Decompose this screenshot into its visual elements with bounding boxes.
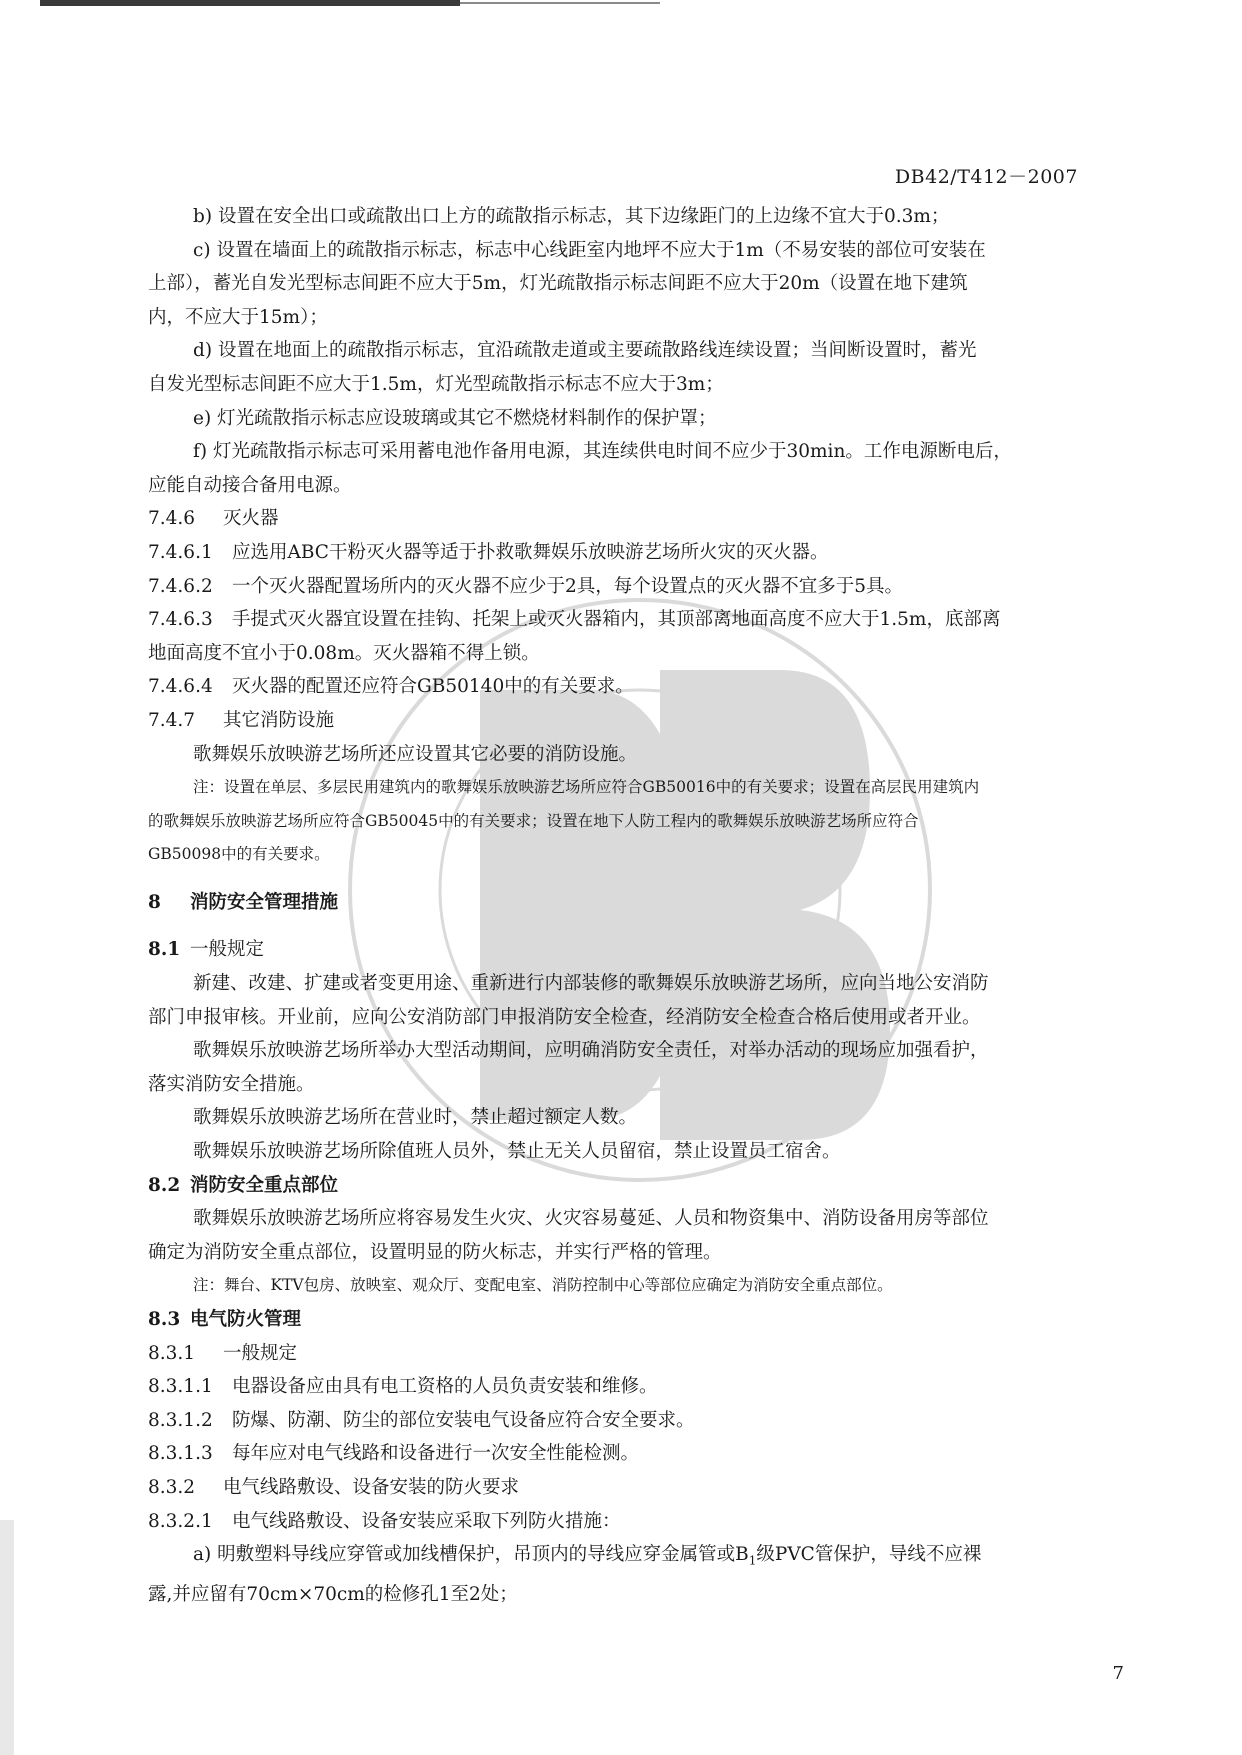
note-2: 注：舞台、KTV包房、放映室、观众厅、变配电室、消防控制中心等部位应确定为消防安全重点部位。 [193,1276,893,1295]
section-number: 8.2 [148,1174,181,1196]
item-c-line1: c) 设置在墙面上的疏散指示标志，标志中心线距室内地坪不应大于1m（不易安装的部位可安装在 [193,239,986,261]
clause-number: 8.3.2.1 [148,1510,213,1532]
section-7-4-6 [148,502,1118,536]
clause-8-3-1-2 [148,1404,1118,1438]
para-8-2-line1: 歌舞娱乐放映游艺场所应将容易发生火灾、火灾容易蔓延、人员和物资集中、消防设备用房等部位 [193,1208,989,1230]
item-e: e) 灯光疏散指示标志应设玻璃或其它不燃烧材料制作的保护罩； [193,407,717,429]
para-8-2-line2: 确定为消防安全重点部位，设置明显的防火标志，并实行严格的管理。 [148,1241,722,1263]
clause-8-3-1-1 [148,1370,1118,1404]
clause-number: 7.4.6.4 [148,676,213,698]
section-8-1-heading [148,933,1118,967]
clause-number: 7.4.6.3 [148,609,213,631]
item-a-post: 级PVC管保护，导线不应裸 [756,1544,982,1566]
section-title: 其它消防设施 [223,709,335,731]
item-c-line2: 上部），蓄光自发光型标志间距不应大于5m，灯光疏散指示标志间距不应大于20m（设置在地下建筑 [148,273,968,295]
document-code: DB42/T412－2007 [894,166,1078,188]
clause-8-3-1-3 [148,1437,1118,1471]
section-number: 8.3.1 [148,1342,196,1364]
section-number: 7.4.6 [148,508,196,530]
document-body [148,200,1118,1612]
chapter-8-heading [148,886,1118,920]
clause-7-4-6-3-cont: 地面高度不宜小于0.08m。灭火器箱不得上锁。 [148,642,540,664]
para-8-1-c: 歌舞娱乐放映游艺场所在营业时，禁止超过额定人数。 [193,1107,638,1129]
para-8-1-d: 歌舞娱乐放映游艺场所除值班人员外，禁止无关人员留宿，禁止设置员工宿舍。 [193,1141,841,1163]
chapter-title: 消防安全管理措施 [190,891,339,913]
item-a-line2: 露,并应留有70cm×70cm的检修孔1至2处； [148,1584,518,1606]
item-d-line1: d) 设置在地面上的疏散指示标志，宜沿疏散走道或主要疏散路线连续设置；当间断设置时，蓄光 [193,340,977,362]
para-8-1-b-line1: 歌舞娱乐放映游艺场所举办大型活动期间，应明确消防安全责任，对举办活动的现场应加强看护， [193,1040,989,1062]
clause-7-4-6-1 [148,536,1118,570]
clause-text: 防爆、防潮、防尘的部位安装电气设备应符合安全要求。 [232,1409,695,1431]
item-b: b) 设置在安全出口或疏散出口上方的疏散指示标志，其下边缘距门的上边缘不宜大于0.3m； [193,206,950,227]
section-title: 电气线路敷设、设备安装的防火要求 [223,1476,520,1498]
section-7-4-7-body: 歌舞娱乐放映游艺场所还应设置其它必要的消防设施。 [193,743,638,765]
clause-7-4-6-4 [148,670,1118,704]
section-title: 灭火器 [223,508,279,530]
item-a-subscript: 1 [748,1553,757,1568]
clause-7-4-6-2 [148,570,1118,604]
note-1-line3: GB50098中的有关要求。 [148,845,330,864]
clause-text: 应选用ABC干粉灭火器等适于扑救歌舞娱乐放映游艺场所火灾的灭火器。 [232,541,829,563]
clause-number: 7.4.6.2 [148,575,213,597]
section-number: 8.1 [148,939,181,961]
section-7-4-7 [148,704,1118,738]
clause-number: 8.3.1.1 [148,1376,213,1398]
item-c-line3: 内，不应大于15m）； [148,306,328,328]
item-f-line2: 应能自动接合备用电源。 [148,474,352,496]
item-a-pre: a) 明敷塑料导线应穿管或加线槽保护，吊顶内的导线应穿金属管或B [193,1544,749,1566]
para-8-1-a-line2: 部门申报审核。开业前，应向公安消防部门申报消防安全检查，经消防安全检查合格后使用或者开业。 [148,1006,981,1028]
item-f-line1: f) 灯光疏散指示标志可采用蓄电池作备用电源，其连续供电时间不应少于30min。工作电源断电后， [193,441,1012,463]
section-8-3-heading [148,1303,1118,1337]
section-8-2-heading [148,1169,1118,1203]
clause-text: 电器设备应由具有电工资格的人员负责安装和维修。 [232,1376,658,1398]
section-number: 8.3.2 [148,1476,196,1498]
para-8-1-b-line2: 落实消防安全措施。 [148,1073,315,1095]
clause-8-3-2-1 [148,1505,1118,1539]
clause-number: 7.4.6.1 [148,541,213,563]
clause-text: 每年应对电气线路和设备进行一次安全性能检测。 [232,1443,640,1465]
section-title: 电气防火管理 [190,1309,302,1330]
note-1-line1: 注：设置在单层、多层民用建筑内的歌舞娱乐放映游艺场所应符合GB50016中的有关要求；设置在高层民用建筑内 [193,778,980,797]
clause-number: 8.3.1.3 [148,1443,213,1465]
item-a-line1 [148,1538,1118,1578]
clause-number: 8.3.1.2 [148,1409,213,1431]
clause-text: 一个灭火器配置场所内的灭火器不应少于2具，每个设置点的灭火器不宜多于5具。 [232,575,904,597]
chapter-number: 8 [148,891,161,913]
clause-text: 灭火器的配置还应符合GB50140中的有关要求。 [232,676,634,698]
section-number: 8.3 [148,1309,181,1330]
scan-edge-mark [40,0,460,6]
section-title: 一般规定 [190,939,265,961]
clause-text: 电气线路敷设、设备安装应采取下列防火措施： [232,1510,621,1532]
section-8-3-1 [148,1337,1118,1371]
section-number: 7.4.7 [148,709,196,731]
section-8-3-2 [148,1471,1118,1505]
page-number: 7 [1112,1663,1124,1684]
scan-edge-shadow [0,1520,14,1755]
clause-7-4-6-3 [148,603,1118,637]
note-1-line2: 的歌舞娱乐放映游艺场所应符合GB50045中的有关要求；设置在地下人防工程内的歌舞娱乐放映游艺场所应符合 [148,811,919,830]
scan-edge-mark-thin [460,2,660,4]
clause-text: 手提式灭火器宜设置在挂钩、托架上或灭火器箱内，其顶部离地面高度不应大于1.5m，底部离 [232,609,1001,631]
section-title: 消防安全重点部位 [190,1174,339,1196]
para-8-1-a-line1: 新建、改建、扩建或者变更用途、重新进行内部装修的歌舞娱乐放映游艺场所，应向当地公安消防 [193,973,989,995]
item-d-line2: 自发光型标志间距不应大于1.5m，灯光型疏散指示标志不应大于3m； [148,373,724,395]
section-title: 一般规定 [223,1342,298,1364]
